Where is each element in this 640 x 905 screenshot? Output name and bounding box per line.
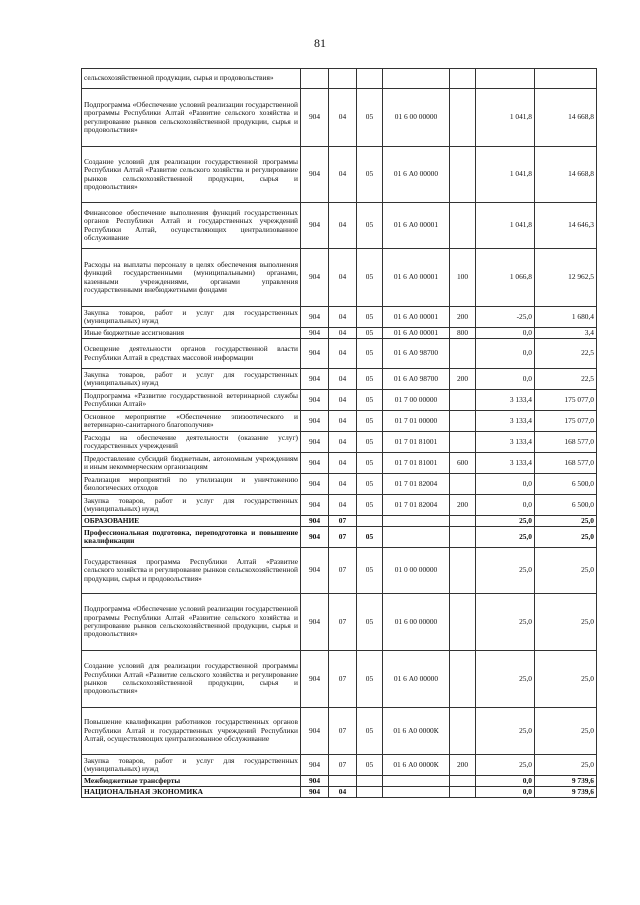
total-amount-cell: 25,0 bbox=[535, 516, 597, 527]
total-amount-cell: 22,5 bbox=[535, 369, 597, 390]
expense-type-cell bbox=[450, 474, 476, 495]
admin-code-cell: 904 bbox=[301, 249, 329, 307]
row-name-cell: ОБРАЗОВАНИЕ bbox=[82, 516, 301, 527]
expense-type-cell bbox=[450, 516, 476, 527]
total-amount-cell: 25,0 bbox=[535, 755, 597, 776]
table-row bbox=[82, 432, 597, 453]
change-amount-cell: 25,0 bbox=[476, 651, 535, 708]
expense-type-cell bbox=[450, 203, 476, 249]
admin-code-cell: 904 bbox=[301, 89, 329, 147]
row-name-cell: Создание условий для реализации государственной программы Республики Алтай «Развитие сельского хозяйства и регулирование рынков сельскохозяйственной продукции, сырья и продовольствия» bbox=[82, 651, 301, 708]
table-row bbox=[82, 548, 597, 594]
section-code-cell bbox=[329, 776, 357, 787]
table-row bbox=[82, 787, 597, 798]
target-article-cell: 01 6 А0 98700 bbox=[383, 369, 450, 390]
subsection-code-cell: 05 bbox=[357, 755, 383, 776]
section-code-cell: 04 bbox=[329, 147, 357, 203]
change-amount-cell: 1 041,8 bbox=[476, 203, 535, 249]
expense-type-cell: 600 bbox=[450, 453, 476, 474]
admin-code-cell: 904 bbox=[301, 495, 329, 516]
target-article-cell bbox=[383, 527, 450, 548]
subsection-code-cell: 05 bbox=[357, 594, 383, 651]
section-code-cell: 04 bbox=[329, 369, 357, 390]
total-amount-cell: 168 577,0 bbox=[535, 453, 597, 474]
change-amount-cell: 1 066,8 bbox=[476, 249, 535, 307]
section-code-cell: 07 bbox=[329, 548, 357, 594]
subsection-code-cell: 05 bbox=[357, 708, 383, 755]
table-row bbox=[82, 516, 597, 527]
total-amount-cell: 175 077,0 bbox=[535, 390, 597, 411]
table-row bbox=[82, 474, 597, 495]
section-code-cell: 07 bbox=[329, 527, 357, 548]
row-name-cell: Подпрограмма «Развитие государственной ветеринарной службы Республики Алтай» bbox=[82, 390, 301, 411]
total-amount-cell: 14 646,3 bbox=[535, 203, 597, 249]
total-amount-cell: 14 668,8 bbox=[535, 89, 597, 147]
table-row bbox=[82, 69, 597, 89]
section-code-cell: 04 bbox=[329, 411, 357, 432]
section-code-cell: 07 bbox=[329, 708, 357, 755]
admin-code-cell: 904 bbox=[301, 787, 329, 798]
change-amount-cell: 0,0 bbox=[476, 776, 535, 787]
subsection-code-cell bbox=[357, 776, 383, 787]
subsection-code-cell: 05 bbox=[357, 651, 383, 708]
section-code-cell: 07 bbox=[329, 651, 357, 708]
expense-type-cell: 200 bbox=[450, 369, 476, 390]
change-amount-cell: 25,0 bbox=[476, 516, 535, 527]
section-code-cell: 04 bbox=[329, 474, 357, 495]
total-amount-cell: 175 077,0 bbox=[535, 411, 597, 432]
change-amount-cell: 25,0 bbox=[476, 548, 535, 594]
section-code-cell bbox=[329, 69, 357, 89]
table-row bbox=[82, 527, 597, 548]
row-name-cell: Закупка товаров, работ и услуг для государственных (муниципальных) нужд bbox=[82, 495, 301, 516]
expense-type-cell: 100 bbox=[450, 249, 476, 307]
target-article-cell: 01 6 А0 00000 bbox=[383, 651, 450, 708]
change-amount-cell: 3 133,4 bbox=[476, 411, 535, 432]
section-code-cell: 04 bbox=[329, 390, 357, 411]
section-code-cell: 04 bbox=[329, 339, 357, 369]
total-amount-cell bbox=[535, 69, 597, 89]
admin-code-cell: 904 bbox=[301, 755, 329, 776]
subsection-code-cell: 05 bbox=[357, 527, 383, 548]
expense-type-cell bbox=[450, 411, 476, 432]
table-row bbox=[82, 594, 597, 651]
total-amount-cell: 9 739,6 bbox=[535, 787, 597, 798]
admin-code-cell: 904 bbox=[301, 708, 329, 755]
total-amount-cell: 9 739,6 bbox=[535, 776, 597, 787]
target-article-cell: 01 6 А0 0000К bbox=[383, 708, 450, 755]
table-row bbox=[82, 307, 597, 328]
change-amount-cell: -25,0 bbox=[476, 307, 535, 328]
expense-type-cell: 200 bbox=[450, 495, 476, 516]
table-row bbox=[82, 390, 597, 411]
admin-code-cell: 904 bbox=[301, 527, 329, 548]
target-article-cell: 01 6 00 00000 bbox=[383, 594, 450, 651]
target-article-cell: 01 6 А0 00001 bbox=[383, 249, 450, 307]
target-article-cell: 01 0 00 00000 bbox=[383, 548, 450, 594]
expense-type-cell bbox=[450, 651, 476, 708]
change-amount-cell: 0,0 bbox=[476, 474, 535, 495]
section-code-cell: 04 bbox=[329, 249, 357, 307]
target-article-cell: 01 7 01 82004 bbox=[383, 495, 450, 516]
admin-code-cell: 904 bbox=[301, 147, 329, 203]
total-amount-cell: 12 962,5 bbox=[535, 249, 597, 307]
subsection-code-cell bbox=[357, 787, 383, 798]
total-amount-cell: 22,5 bbox=[535, 339, 597, 369]
admin-code-cell: 904 bbox=[301, 651, 329, 708]
target-article-cell: 01 7 01 81001 bbox=[383, 453, 450, 474]
section-code-cell: 07 bbox=[329, 755, 357, 776]
change-amount-cell: 0,0 bbox=[476, 787, 535, 798]
admin-code-cell: 904 bbox=[301, 339, 329, 369]
total-amount-cell: 14 668,8 bbox=[535, 147, 597, 203]
row-name-cell: Закупка товаров, работ и услуг для государственных (муниципальных) нужд bbox=[82, 307, 301, 328]
change-amount-cell: 1 041,8 bbox=[476, 147, 535, 203]
target-article-cell: 01 7 01 81001 bbox=[383, 432, 450, 453]
subsection-code-cell: 05 bbox=[357, 548, 383, 594]
row-name-cell: Предоставление субсидий бюджетным, автономным учреждениям и иным некоммерческим организациям bbox=[82, 453, 301, 474]
row-name-cell: НАЦИОНАЛЬНАЯ ЭКОНОМИКА bbox=[82, 787, 301, 798]
total-amount-cell: 25,0 bbox=[535, 651, 597, 708]
row-name-cell: Профессиональная подготовка, переподготовка и повышение квалификации bbox=[82, 527, 301, 548]
expense-type-cell bbox=[450, 339, 476, 369]
admin-code-cell: 904 bbox=[301, 328, 329, 339]
subsection-code-cell: 05 bbox=[357, 328, 383, 339]
subsection-code-cell bbox=[357, 69, 383, 89]
change-amount-cell: 25,0 bbox=[476, 755, 535, 776]
expense-type-cell bbox=[450, 390, 476, 411]
section-code-cell: 04 bbox=[329, 787, 357, 798]
target-article-cell bbox=[383, 787, 450, 798]
change-amount-cell: 25,0 bbox=[476, 594, 535, 651]
table-row bbox=[82, 411, 597, 432]
change-amount-cell: 3 133,4 bbox=[476, 453, 535, 474]
section-code-cell: 07 bbox=[329, 594, 357, 651]
row-name-cell: Закупка товаров, работ и услуг для государственных (муниципальных) нужд bbox=[82, 755, 301, 776]
row-name-cell: Создание условий для реализации государственной программы Республики Алтай «Развитие сельского хозяйства и регулирование рынков сельскохозяйственной продукции, сырья и продовольствия» bbox=[82, 147, 301, 203]
row-name-cell: Закупка товаров, работ и услуг для государственных (муниципальных) нужд bbox=[82, 369, 301, 390]
subsection-code-cell bbox=[357, 516, 383, 527]
admin-code-cell: 904 bbox=[301, 411, 329, 432]
expense-type-cell bbox=[450, 708, 476, 755]
row-name-cell: Расходы на обеспечение деятельности (оказание услуг) государственных учреждений bbox=[82, 432, 301, 453]
budget-table-body bbox=[82, 69, 597, 798]
change-amount-cell: 0,0 bbox=[476, 495, 535, 516]
row-name-cell: сельскохозяйственной продукции, сырья и продовольствия» bbox=[82, 69, 301, 89]
table-row bbox=[82, 147, 597, 203]
total-amount-cell: 25,0 bbox=[535, 708, 597, 755]
expense-type-cell: 200 bbox=[450, 755, 476, 776]
target-article-cell bbox=[383, 776, 450, 787]
total-amount-cell: 25,0 bbox=[535, 527, 597, 548]
row-name-cell: Иные бюджетные ассигнования bbox=[82, 328, 301, 339]
change-amount-cell: 0,0 bbox=[476, 339, 535, 369]
table-row bbox=[82, 495, 597, 516]
expense-type-cell bbox=[450, 787, 476, 798]
row-name-cell: Освещение деятельности органов государственной власти Республики Алтай в средствах массовой информации bbox=[82, 339, 301, 369]
total-amount-cell: 6 500,0 bbox=[535, 495, 597, 516]
admin-code-cell: 904 bbox=[301, 453, 329, 474]
row-name-cell: Расходы на выплаты персоналу в целях обеспечения выполнения функций государственными (муниципальными) органами, казенными учреждениями, органами управления государственными внебюджетными фондами bbox=[82, 249, 301, 307]
subsection-code-cell: 05 bbox=[357, 307, 383, 328]
target-article-cell: 01 6 А0 98700 bbox=[383, 339, 450, 369]
page-number: 81 bbox=[314, 36, 326, 50]
subsection-code-cell: 05 bbox=[357, 495, 383, 516]
expense-type-cell bbox=[450, 147, 476, 203]
admin-code-cell: 904 bbox=[301, 390, 329, 411]
section-code-cell: 04 bbox=[329, 453, 357, 474]
row-name-cell: Подпрограмма «Обеспечение условий реализации государственной программы Республики Алтай «Развитие сельского хозяйства и регулирование рынков сельскохозяйственной продукции, сырья и продовольствия» bbox=[82, 89, 301, 147]
target-article-cell bbox=[383, 516, 450, 527]
change-amount-cell: 1 041,8 bbox=[476, 89, 535, 147]
subsection-code-cell: 05 bbox=[357, 203, 383, 249]
total-amount-cell: 3,4 bbox=[535, 328, 597, 339]
section-code-cell: 04 bbox=[329, 89, 357, 147]
table-row bbox=[82, 453, 597, 474]
total-amount-cell: 6 500,0 bbox=[535, 474, 597, 495]
expense-type-cell bbox=[450, 432, 476, 453]
table-row bbox=[82, 203, 597, 249]
admin-code-cell: 904 bbox=[301, 203, 329, 249]
row-name-cell: Подпрограмма «Обеспечение условий реализации государственной программы Республики Алтай «Развитие сельского хозяйства и регулирование рынков сельскохозяйственной продукции, сырья и продовольствия» bbox=[82, 594, 301, 651]
change-amount-cell: 0,0 bbox=[476, 328, 535, 339]
admin-code-cell: 904 bbox=[301, 369, 329, 390]
subsection-code-cell: 05 bbox=[357, 453, 383, 474]
subsection-code-cell: 05 bbox=[357, 147, 383, 203]
table-row bbox=[82, 369, 597, 390]
expense-type-cell bbox=[450, 594, 476, 651]
admin-code-cell: 904 bbox=[301, 432, 329, 453]
section-code-cell: 04 bbox=[329, 307, 357, 328]
change-amount-cell bbox=[476, 69, 535, 89]
row-name-cell: Повышение квалификации работников государственных органов Республики Алтай и государственных учреждений Республики Алтай, осуществляющих централизованное обслуживание bbox=[82, 708, 301, 755]
row-name-cell: Межбюджетные трансферты bbox=[82, 776, 301, 787]
target-article-cell: 01 7 00 00000 bbox=[383, 390, 450, 411]
target-article-cell: 01 6 А0 00001 bbox=[383, 328, 450, 339]
target-article-cell: 01 6 А0 00001 bbox=[383, 203, 450, 249]
admin-code-cell: 904 bbox=[301, 594, 329, 651]
subsection-code-cell: 05 bbox=[357, 339, 383, 369]
row-name-cell: Государственная программа Республики Алтай «Развитие сельского хозяйства и регулирование рынков сельскохозяйственной продукции, сырья и продовольствия» bbox=[82, 548, 301, 594]
subsection-code-cell: 05 bbox=[357, 89, 383, 147]
change-amount-cell: 3 133,4 bbox=[476, 432, 535, 453]
admin-code-cell: 904 bbox=[301, 776, 329, 787]
target-article-cell: 01 7 01 00000 bbox=[383, 411, 450, 432]
table-row bbox=[82, 708, 597, 755]
section-code-cell: 04 bbox=[329, 432, 357, 453]
change-amount-cell: 3 133,4 bbox=[476, 390, 535, 411]
table-row bbox=[82, 89, 597, 147]
expense-type-cell bbox=[450, 69, 476, 89]
change-amount-cell: 25,0 bbox=[476, 708, 535, 755]
target-article-cell bbox=[383, 69, 450, 89]
section-code-cell: 04 bbox=[329, 495, 357, 516]
table-row bbox=[82, 328, 597, 339]
change-amount-cell: 0,0 bbox=[476, 369, 535, 390]
expense-type-cell: 200 bbox=[450, 307, 476, 328]
expense-type-cell bbox=[450, 776, 476, 787]
admin-code-cell: 904 bbox=[301, 548, 329, 594]
subsection-code-cell: 05 bbox=[357, 390, 383, 411]
row-name-cell: Реализация мероприятий по утилизации и уничтожению биологических отходов bbox=[82, 474, 301, 495]
admin-code-cell: 904 bbox=[301, 474, 329, 495]
target-article-cell: 01 7 01 82004 bbox=[383, 474, 450, 495]
subsection-code-cell: 05 bbox=[357, 432, 383, 453]
expense-type-cell bbox=[450, 548, 476, 594]
total-amount-cell: 168 577,0 bbox=[535, 432, 597, 453]
section-code-cell: 07 bbox=[329, 516, 357, 527]
table-row bbox=[82, 776, 597, 787]
admin-code-cell: 904 bbox=[301, 307, 329, 328]
row-name-cell: Финансовое обеспечение выполнения функций государственных органов Республики Алтай и государственных учреждений Республики Алтай, осуществляющих централизованное обслуживание bbox=[82, 203, 301, 249]
subsection-code-cell: 05 bbox=[357, 474, 383, 495]
target-article-cell: 01 6 А0 0000К bbox=[383, 755, 450, 776]
expense-type-cell bbox=[450, 527, 476, 548]
expense-type-cell: 800 bbox=[450, 328, 476, 339]
target-article-cell: 01 6 00 00000 bbox=[383, 89, 450, 147]
subsection-code-cell: 05 bbox=[357, 411, 383, 432]
budget-table bbox=[81, 68, 597, 798]
total-amount-cell: 1 680,4 bbox=[535, 307, 597, 328]
subsection-code-cell: 05 bbox=[357, 249, 383, 307]
target-article-cell: 01 6 А0 00000 bbox=[383, 147, 450, 203]
target-article-cell: 01 6 А0 00001 bbox=[383, 307, 450, 328]
admin-code-cell: 904 bbox=[301, 516, 329, 527]
table-row bbox=[82, 651, 597, 708]
table-row bbox=[82, 339, 597, 369]
total-amount-cell: 25,0 bbox=[535, 548, 597, 594]
expense-type-cell bbox=[450, 89, 476, 147]
total-amount-cell: 25,0 bbox=[535, 594, 597, 651]
row-name-cell: Основное мероприятие «Обеспечение эпизоотического и ветеринарно-санитарного благополучия» bbox=[82, 411, 301, 432]
section-code-cell: 04 bbox=[329, 203, 357, 249]
table-row bbox=[82, 249, 597, 307]
table-row bbox=[82, 755, 597, 776]
change-amount-cell: 25,0 bbox=[476, 527, 535, 548]
subsection-code-cell: 05 bbox=[357, 369, 383, 390]
section-code-cell: 04 bbox=[329, 328, 357, 339]
admin-code-cell bbox=[301, 69, 329, 89]
